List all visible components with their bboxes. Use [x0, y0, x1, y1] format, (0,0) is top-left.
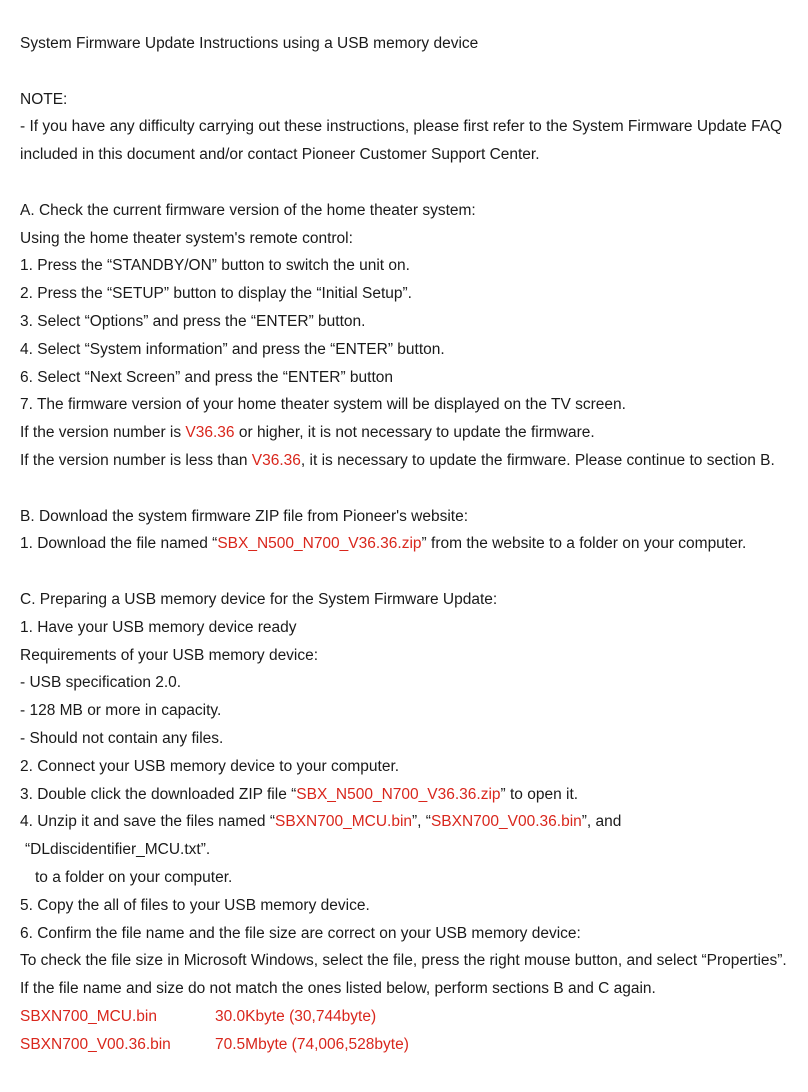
document-page [20, 30, 800, 1058]
spacer [20, 58, 800, 86]
mismatch-instruction: If the file name and size do not match the ones listed below, perform sections B and C again. [20, 980, 656, 998]
version-number: V36.36 [185, 424, 235, 442]
section-a-step: 7. The firmware version of your home theater system will be displayed on the TV screen. [20, 396, 626, 414]
note-line-2: included in this document and/or contact Pioneer Customer Support Center. [20, 146, 540, 164]
requirement-item: - Should not contain any files. [20, 729, 224, 747]
spacer [20, 558, 800, 586]
spacer [20, 475, 800, 503]
section-a-step: 4. Select “System information” and press the “ENTER” button. [20, 340, 445, 358]
step-text: ”, “ [412, 813, 431, 831]
firmware-filename: SBXN700_V00.36.bin [430, 813, 582, 831]
section-a-heading: A. Check the current firmware version of the home theater system: [20, 201, 476, 219]
requirements-heading: Requirements of your USB memory device: [20, 646, 319, 664]
step-text: ”, and [581, 813, 622, 831]
section-a-condition-2 [20, 447, 800, 475]
condition-text: If the version number is less than [20, 451, 252, 469]
step-text: ” to open it. [500, 785, 579, 803]
version-number: V36.36 [251, 451, 301, 469]
section-c-step-2: 2. Connect your USB memory device to your computer. [20, 757, 400, 775]
section-a-step: 6. Select “Next Screen” and press the “ENTER” button [20, 368, 394, 386]
check-size-instruction: To check the file size in Microsoft Windows, select the file, press the right mouse button, and select “Properties”. [20, 952, 787, 970]
document-title: System Firmware Update Instructions using a USB memory device [20, 35, 479, 52]
section-c-heading: C. Preparing a USB memory device for the System Firmware Update: [20, 590, 498, 608]
section-a-step: 1. Press the “STANDBY/ON” button to switch the unit on. [20, 257, 410, 275]
note-heading: NOTE: [20, 90, 68, 108]
step-text: 4. Unzip it and save the files named “ [20, 813, 276, 831]
section-a-intro: Using the home theater system's remote control: [20, 229, 353, 247]
file-list-row [20, 1003, 800, 1031]
section-a-condition-1 [20, 419, 800, 447]
file-list-row [20, 1031, 800, 1059]
section-c-step-4 [20, 808, 800, 836]
section-a-step: 3. Select “Options” and press the “ENTER” button. [20, 312, 366, 330]
file-name: SBXN700_V00.36.bin [20, 1035, 171, 1053]
condition-text: If the version number is [20, 424, 186, 442]
condition-text: or higher, it is not necessary to update the firmware. [234, 424, 595, 442]
spacer [20, 169, 800, 197]
requirement-item: - 128 MB or more in capacity. [20, 702, 222, 720]
section-c-step-6: 6. Confirm the file name and the file size are correct on your USB memory device: [20, 924, 581, 942]
section-c-step-1: 1. Have your USB memory device ready [20, 618, 297, 636]
note-line-1: - If you have any difficulty carrying out these instructions, please first refer to the System Firmware Update FAQ [20, 118, 783, 136]
file-size: 30.0Kbyte (30,744byte) [215, 1007, 377, 1025]
step-text: 1. Download the file named “ [20, 535, 218, 553]
section-c-step-4-line-2: “DLdiscidentifier_MCU.txt”. [25, 841, 211, 859]
mcu-filename: SBXN700_MCU.bin [275, 813, 413, 831]
section-c-step-5: 5. Copy the all of files to your USB memory device. [20, 896, 370, 914]
section-b-step-1 [20, 530, 800, 558]
requirement-item: - USB specification 2.0. [20, 674, 182, 692]
file-name: SBXN700_MCU.bin [20, 1007, 157, 1025]
zip-filename: SBX_N500_N700_V36.36.zip [217, 535, 422, 553]
section-c-step-4-line-3: to a folder on your computer. [35, 868, 233, 886]
condition-text: , it is necessary to update the firmware. Please continue to section B. [300, 451, 775, 469]
section-b-heading: B. Download the system firmware ZIP file from Pioneer's website: [20, 507, 469, 525]
zip-filename: SBX_N500_N700_V36.36.zip [296, 785, 501, 803]
section-a-step: 2. Press the “SETUP” button to display the “Initial Setup”. [20, 285, 412, 303]
step-text: ” from the website to a folder on your computer. [421, 535, 747, 553]
file-size: 70.5Mbyte (74,006,528byte) [215, 1035, 409, 1053]
section-c-step-3 [20, 781, 800, 809]
step-text: 3. Double click the downloaded ZIP file “ [20, 785, 297, 803]
